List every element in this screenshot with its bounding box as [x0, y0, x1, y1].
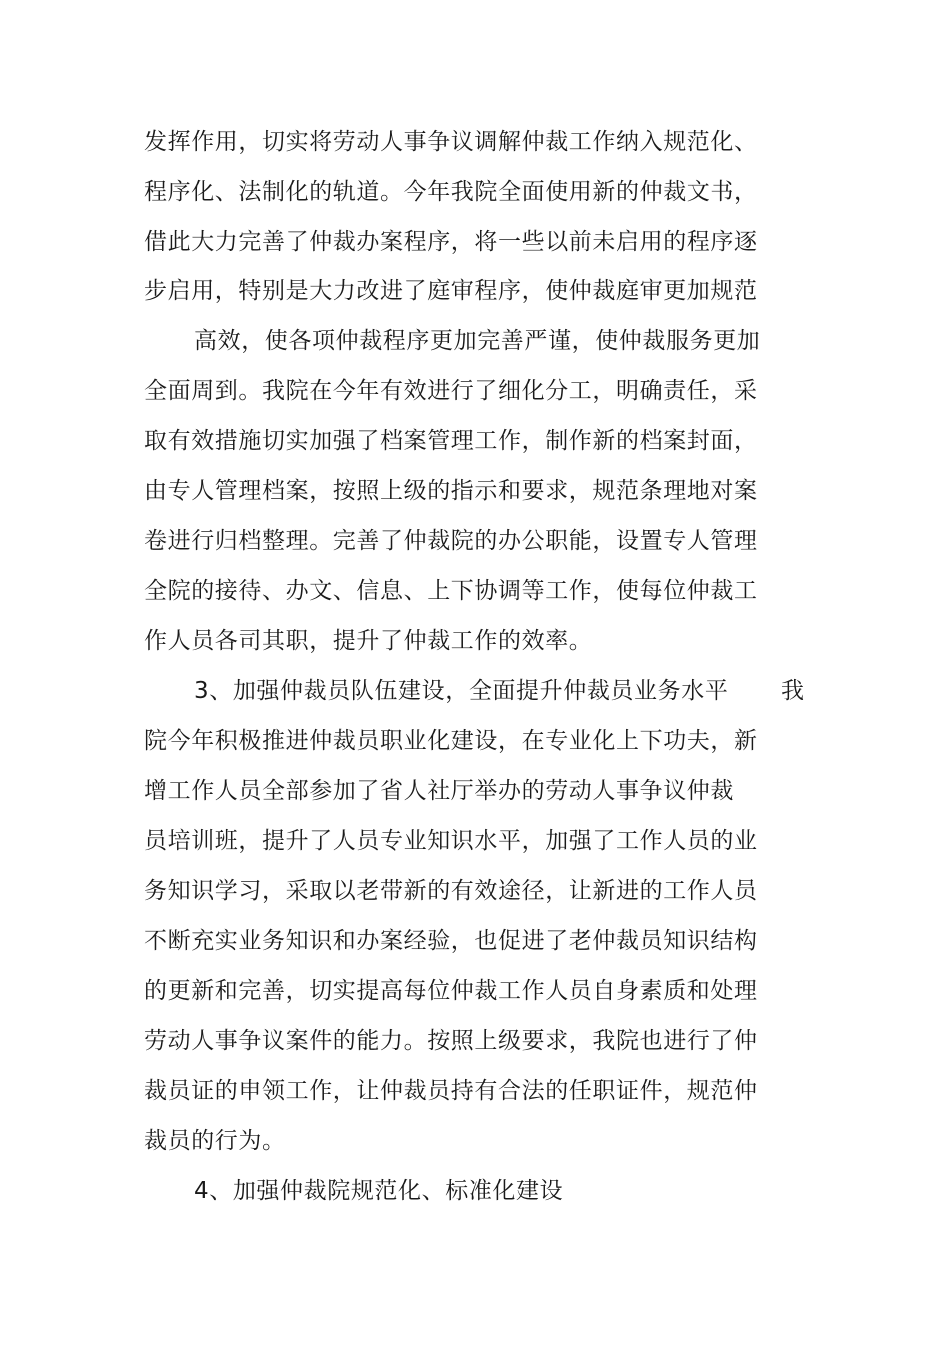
text-line: 务知识学习，采取以老带新的有效途径，让新进的工作人员	[144, 878, 758, 904]
text-line: 劳动人事争议案件的能力。按照上级要求，我院也进行了仲	[144, 1028, 758, 1054]
text-line: 作人员各司其职，提升了仲裁工作的效率。	[144, 628, 593, 654]
text-line: 全面周到。我院在今年有效进行了细化分工，明确责任，采	[144, 378, 758, 404]
text-line: 的更新和完善，切实提高每位仲裁工作人员自身素质和处理	[144, 978, 758, 1004]
text-line: 发挥作用，切实将劳动人事争议调解仲裁工作纳入规范化、	[144, 129, 758, 155]
text-line: 裁员证的申领工作，让仲裁员持有合法的任职证件，规范仲	[144, 1078, 758, 1104]
text-line: 全院的接待、办文、信息、上下协调等工作，使每位仲裁工	[144, 578, 758, 604]
text-line: 院今年积极推进仲裁员职业化建设，在专业化上下功夫，新	[144, 728, 758, 754]
text-line: 增工作人员全部参加了省人社厅举办的劳动人事争议仲裁	[144, 778, 734, 804]
section-heading-3: 3、加强仲裁员队伍建设，全面提升仲裁员业务水平	[194, 678, 729, 704]
text-line: 借此大力完善了仲裁办案程序，将一些以前未启用的程序逐	[144, 229, 758, 255]
text-line: 裁员的行为。	[144, 1128, 286, 1154]
text-line: 步启用，特别是大力改进了庭审程序，使仲裁庭审更加规范	[144, 278, 758, 304]
text-line: 程序化、法制化的轨道。今年我院全面使用新的仲裁文书，	[144, 179, 758, 205]
text-line: 高效，使各项仲裁程序更加完善严谨，使仲裁服务更加	[194, 328, 761, 354]
text-line: 我	[781, 678, 805, 704]
text-line: 卷进行归档整理。完善了仲裁院的办公职能，设置专人管理	[144, 528, 758, 554]
text-line: 不断充实业务知识和办案经验，也促进了老仲裁员知识结构	[144, 928, 758, 954]
text-line: 取有效措施切实加强了档案管理工作，制作新的档案封面，	[144, 428, 758, 454]
section-heading-4: 4、加强仲裁院规范化、标准化建设	[194, 1178, 564, 1204]
text-line: 员培训班，提升了人员专业知识水平，加强了工作人员的业	[144, 828, 758, 854]
text-line: 由专人管理档案，按照上级的指示和要求，规范条理地对案	[144, 478, 758, 504]
